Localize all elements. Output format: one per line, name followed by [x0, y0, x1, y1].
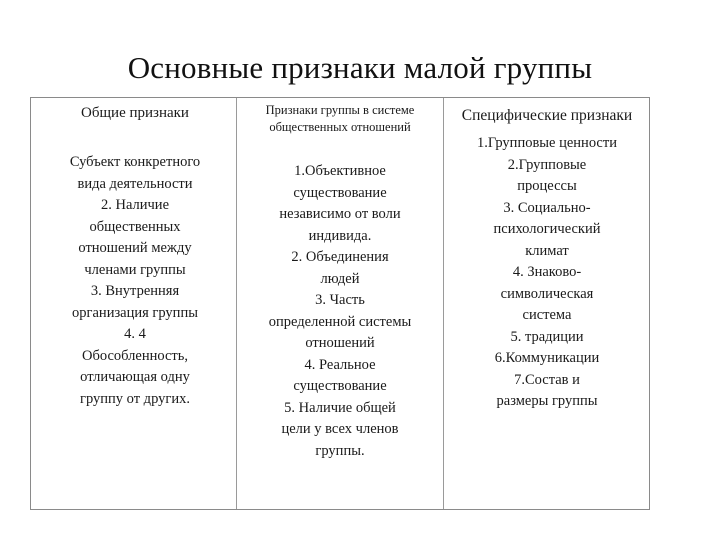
specific-features-column	[449, 98, 645, 413]
column-header-social-relations: Признаки группы в системе общественных отношений	[265, 103, 415, 134]
column-divider	[443, 98, 444, 509]
features-table	[30, 97, 650, 510]
column-divider	[236, 98, 237, 509]
general-features-column	[45, 98, 225, 410]
specific-features-text: 1.Групповые ценности 2.Групповые процессы 3. Социально- психологический климат 4. Знаково- символическая система 5. традиции 6.Коммуникации 7.Состав и размеры группы	[477, 135, 617, 409]
page-title: Основные признаки малой группы	[127, 50, 593, 85]
general-features-text: Субъект конкретного вида деятельности 2. Наличие общественных отношений между членами группы 3. Внутренняя организация группы 4. 4 Обособленность, отличающая одну группу от других.	[69, 154, 201, 407]
social-relations-column	[245, 98, 435, 462]
column-header-general: Общие признаки	[81, 105, 189, 121]
social-relations-text: 1.Объективное существование независимо от воли индивида. 2. Объединения людей 3. Часть определенной системы отношений 4. Реальное существование 5. Наличие общей цели у всех членов группы.	[268, 163, 412, 459]
column-header-specific: Специфические признаки	[461, 107, 633, 124]
